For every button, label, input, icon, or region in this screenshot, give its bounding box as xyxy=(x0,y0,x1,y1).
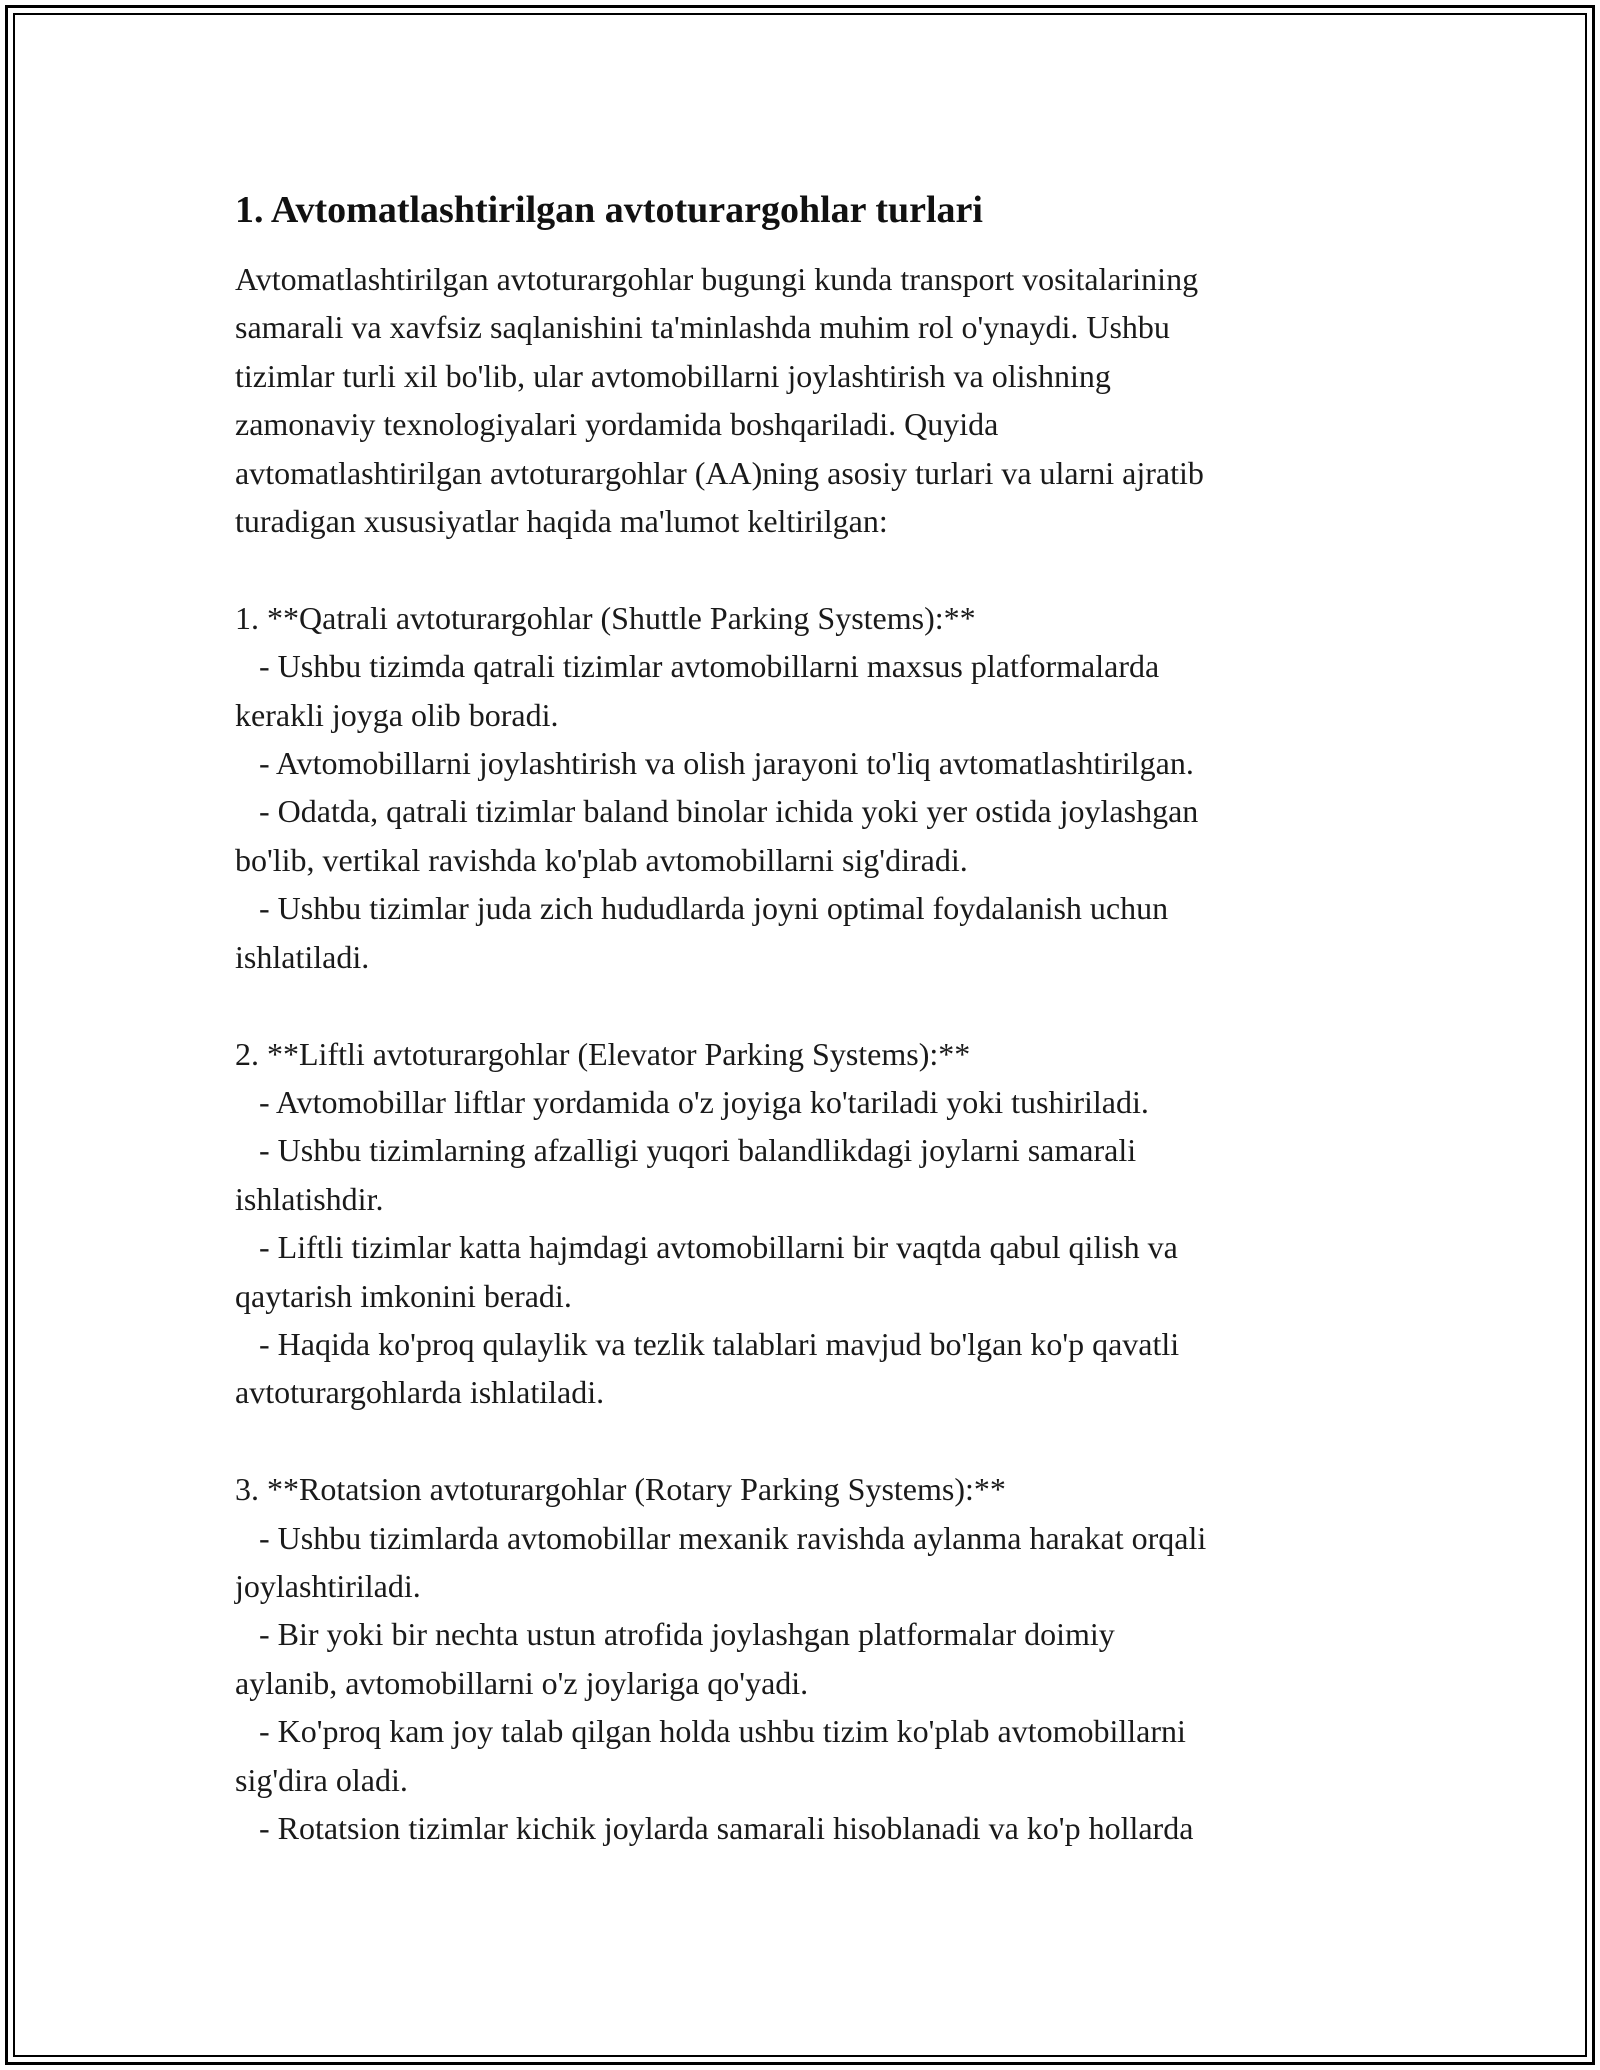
list-item: - Ushbu tizimlar juda zich hududlarda joyni optimal foydalanish uchun ishlatiladi. xyxy=(235,890,1169,975)
list-item: - Bir yoki bir nechta ustun atrofida joylashgan platformalar doimiy aylanib, avtomobillarni o'z joylariga qo'yadi. xyxy=(235,1616,1115,1701)
section-heading: 2. **Liftli avtoturargohlar (Elevator Parking Systems):** xyxy=(235,1035,971,1072)
section-elevator xyxy=(235,1030,1370,1417)
document-page xyxy=(235,185,1370,1852)
section-heading: 3. **Rotatsion avtoturargohlar (Rotary Parking Systems):** xyxy=(235,1471,1006,1508)
intro-paragraph: Avtomatlashtirilgan avtoturargohlar bugungi kunda transport vositalarining samarali va xavfsiz saqlanishini ta'minlashda muhim rol o'ynaydi. Ushbu tizimlar turli xil bo'lib, ular avtomobillarni joylashtirish va olishning zamonaviy texnologiyalari yordamida boshqariladi. Quyida avtomatlashtirilgan avtoturargohlar (AA)ning asosiy turlari va ularni ajratib turadigan xususiyatlar haqida ma'lumot keltirilgan: xyxy=(235,261,1204,540)
section-heading: 1. **Qatrali avtoturargohlar (Shuttle Parking Systems):** xyxy=(235,599,976,636)
list-item: - Liftli tizimlar katta hajmdagi avtomobillarni bir vaqtda qabul qilish va qaytarish imkonini beradi. xyxy=(235,1229,1178,1314)
list-item: - Avtomobillar liftlar yordamida o'z joyiga ko'tariladi yoki tushiriladi. xyxy=(235,1083,1149,1120)
list-item: - Ko'proq kam joy talab qilgan holda ushbu tizim ko'plab avtomobillarni sig'dira oladi. xyxy=(235,1713,1186,1798)
list-item: - Haqida ko'proq qulaylik va tezlik talablari mavjud bo'lgan ko'p qavatli avtoturargohlarda ishlatiladi. xyxy=(235,1325,1180,1411)
list-item: - Ushbu tizimda qatrali tizimlar avtomobillarni maxsus platformalarda kerakli joyga olib boradi. xyxy=(235,648,1160,733)
list-item: - Avtomobillarni joylashtirish va olish jarayoni to'liq avtomatlashtirilgan. xyxy=(235,745,1194,782)
list-item: - Ushbu tizimlarda avtomobillar mexanik ravishda aylanma harakat orqali joylashtiriladi. xyxy=(235,1519,1207,1604)
list-item: - Ushbu tizimlarning afzalligi yuqori balandlikdagi joylarni samarali ishlatishdir. xyxy=(235,1132,1137,1217)
document-title: 1. Avtomatlashtirilgan avtoturargohlar turlari xyxy=(235,189,983,231)
list-item: - Rotatsion tizimlar kichik joylarda samarali hisoblanadi va ko'p hollarda xyxy=(235,1810,1194,1846)
section-shuttle xyxy=(235,594,1370,981)
list-item: - Odatda, qatrali tizimlar baland binolar ichida yoki yer ostida joylashgan bo'lib, vertikal ravishda ko'plab avtomobillarni sig'diradi. xyxy=(235,793,1199,878)
section-rotary xyxy=(235,1465,1370,1852)
